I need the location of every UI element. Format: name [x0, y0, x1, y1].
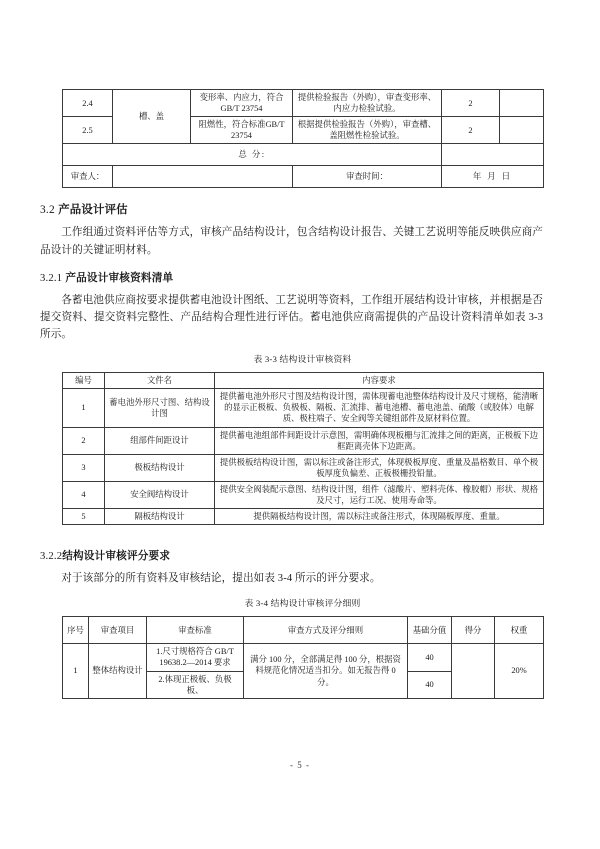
spacer: [62, 609, 543, 616]
paragraph-3-2-2: 对于该部分的所有资料及审核结论，提出如表 3-4 所示的评分要求。: [61, 573, 381, 585]
cell-filename: 安全阀结构设计: [105, 481, 215, 508]
col-header-weight: 权重: [495, 617, 544, 644]
cell-no: 2: [63, 427, 105, 454]
table-row: [63, 90, 544, 117]
table-row: [63, 481, 544, 508]
caption-table-3-4: 表 3-4 结构设计审核评分细则: [244, 598, 361, 609]
table-row: [63, 427, 544, 454]
table-row-total: [63, 144, 544, 166]
col-header-requirement: 内容要求: [215, 373, 544, 389]
spacer: [62, 188, 543, 201]
caption-table-3-3: 表 3-3 结构设计审核资料: [253, 354, 352, 365]
cell-review-item: 整体结构设计: [89, 644, 147, 698]
table-3-3: [62, 372, 544, 525]
cell-requirement: 提供蓄电池外形尺寸图及结构设计图，需体现蓄电池整体结构设计及尺寸规格，能清晰的显示正极板、负极板、隔板、汇流排、蓄电池槽、蓄电池盖、硫酸（或胶体）电解质、极柱端子、安全阀等关键组部件及原材料位置。: [215, 389, 544, 427]
col-header-review-method: 审查方式及评分细则: [244, 617, 408, 644]
heading-3-2: [40, 201, 543, 217]
cell-score: 2: [442, 117, 500, 144]
cell-method: 根据提供检验报告（外购），审查槽、盖阻燃性检验试验。: [293, 117, 442, 144]
cell-standard: 变形率、内应力，符合GB/T 23754: [191, 90, 293, 117]
table-row: [63, 644, 544, 671]
cell-filename: 蓄电池外形尺寸图、结构设计图: [105, 389, 215, 427]
col-header-seq: 序号: [63, 617, 89, 644]
table-3-4: [62, 616, 544, 698]
spacer: [62, 587, 543, 596]
cell-method: 提供检验报告（外购），审查变形率、内应力检验试验。: [293, 90, 442, 117]
heading-3-2-number: 3.2: [40, 204, 55, 217]
spacer: [62, 217, 543, 224]
cell-weight: 20%: [495, 644, 544, 698]
heading-3-2-2: [40, 548, 543, 563]
cell-requirement: 提供隔板结构设计图，需以标注或备注形式，体现隔板厚度、重量。: [215, 509, 544, 525]
table-row: [63, 454, 544, 481]
spacer: [62, 285, 543, 292]
cell-filename: 组部件间距设计: [105, 427, 215, 454]
cell-item-name: 槽、盖: [113, 90, 191, 144]
cell-row-no: 2.5: [63, 117, 113, 144]
page-number: - 5 -: [290, 760, 310, 770]
cell-base-score: 40: [408, 671, 452, 698]
cell-review-method: 满分 100 分，全部满足得 100 分，根据资料规范化情况适当扣分。如无报告得 0 分。: [244, 644, 408, 698]
table-row: [63, 509, 544, 525]
col-header-filename: 文件名: [105, 373, 215, 389]
cell-row-no: 2.4: [63, 90, 113, 117]
cell-no: 1: [63, 389, 105, 427]
cell-no: 5: [63, 509, 105, 525]
cell-extra: [500, 117, 544, 144]
cell-standard: 阻燃性，符合标准GB/T 23754: [191, 117, 293, 144]
heading-3-2-2-number: 3.2.2: [40, 551, 63, 563]
cell-date-placeholder: 年 月 日: [442, 166, 544, 188]
heading-3-2-1: [40, 270, 543, 285]
col-header-no: 编号: [63, 373, 105, 389]
cell-requirement: 提供极板结构设计图，需以标注或备注形式，体现极板厚度、重量及晶格数目、单个极板厚度负偏差、正板极栅投铅量。: [215, 454, 544, 481]
cell-base-score: 40: [408, 644, 452, 671]
cell-filename: 极板结构设计: [105, 454, 215, 481]
cell-filename: 隔板结构设计: [105, 509, 215, 525]
cell-requirement: 提供蓄电池组部件间距设计示意图，需明确体现板栅与汇流排之间的距离，正极板下边框距离壳体下边距离。: [215, 427, 544, 454]
cell-requirement: 提供安全阀装配示意图、结构设计图，组件（滤酸片、塑料壳体、橡胶帽）形状、规格及尺寸，运行工况、使用寿命等。: [215, 481, 544, 508]
cell-no: 4: [63, 481, 105, 508]
page-content: [40, 89, 543, 699]
spacer: [62, 563, 543, 570]
paragraph-3-2-1: 各蓄电池供应商按要求提供蓄电池设计图纸、工艺说明等资料，工作组开展结构设计审核，并根据是否提交资料、提交资料完整性、产品结构合理性进行评估。蓄电池供应商需提供的产品设计资料清单如表 3-3 所示。: [40, 294, 543, 340]
heading-3-2-2-title: 结构设计审核评分要求: [62, 550, 171, 563]
heading-3-2-1-number: 3.2.1: [40, 272, 63, 284]
cell-seq: 1: [63, 644, 89, 698]
heading-3-2-1-title: 产品设计审核资料清单: [65, 271, 174, 284]
cell-obtained-score: [452, 644, 495, 698]
spacer: [62, 259, 543, 270]
cell-review-standard: 1.尺寸规格符合 GB/T 19638.2—2014 要求: [147, 644, 244, 671]
spacer: [62, 525, 543, 548]
cell-score: 2: [442, 90, 500, 117]
cell-reviewer-value: [113, 166, 293, 188]
paragraph-3-2: 工作组通过资料评估等方式，审核产品结构设计，包含结构设计报告、关键工艺说明等能反映供应商产品设计的关键证明材料。: [40, 227, 543, 256]
cell-no: 3: [63, 454, 105, 481]
col-header-obtained-score: 得分: [452, 617, 495, 644]
table-row-reviewer: [63, 166, 544, 188]
cell-total-label: 总 分:: [63, 144, 442, 166]
spacer: [62, 343, 543, 352]
cell-review-standard: 2.体现正极板、负极板、: [147, 671, 244, 698]
cell-extra: [500, 90, 544, 117]
col-header-review-standard: 审查标准: [147, 617, 244, 644]
table-continuation: [62, 89, 544, 188]
table-header-row: [63, 373, 544, 389]
col-header-review-item: 审查项目: [89, 617, 147, 644]
cell-reviewer-label: 审查人：: [63, 166, 113, 188]
heading-3-2-title: 产品设计评估: [58, 204, 128, 217]
spacer: [62, 365, 543, 372]
table-header-row: [63, 617, 544, 644]
cell-review-time-label: 审查时间：: [293, 166, 442, 188]
table-row: [63, 389, 544, 427]
col-header-base-score: 基础分值: [408, 617, 452, 644]
cell-total-value: [442, 144, 544, 166]
